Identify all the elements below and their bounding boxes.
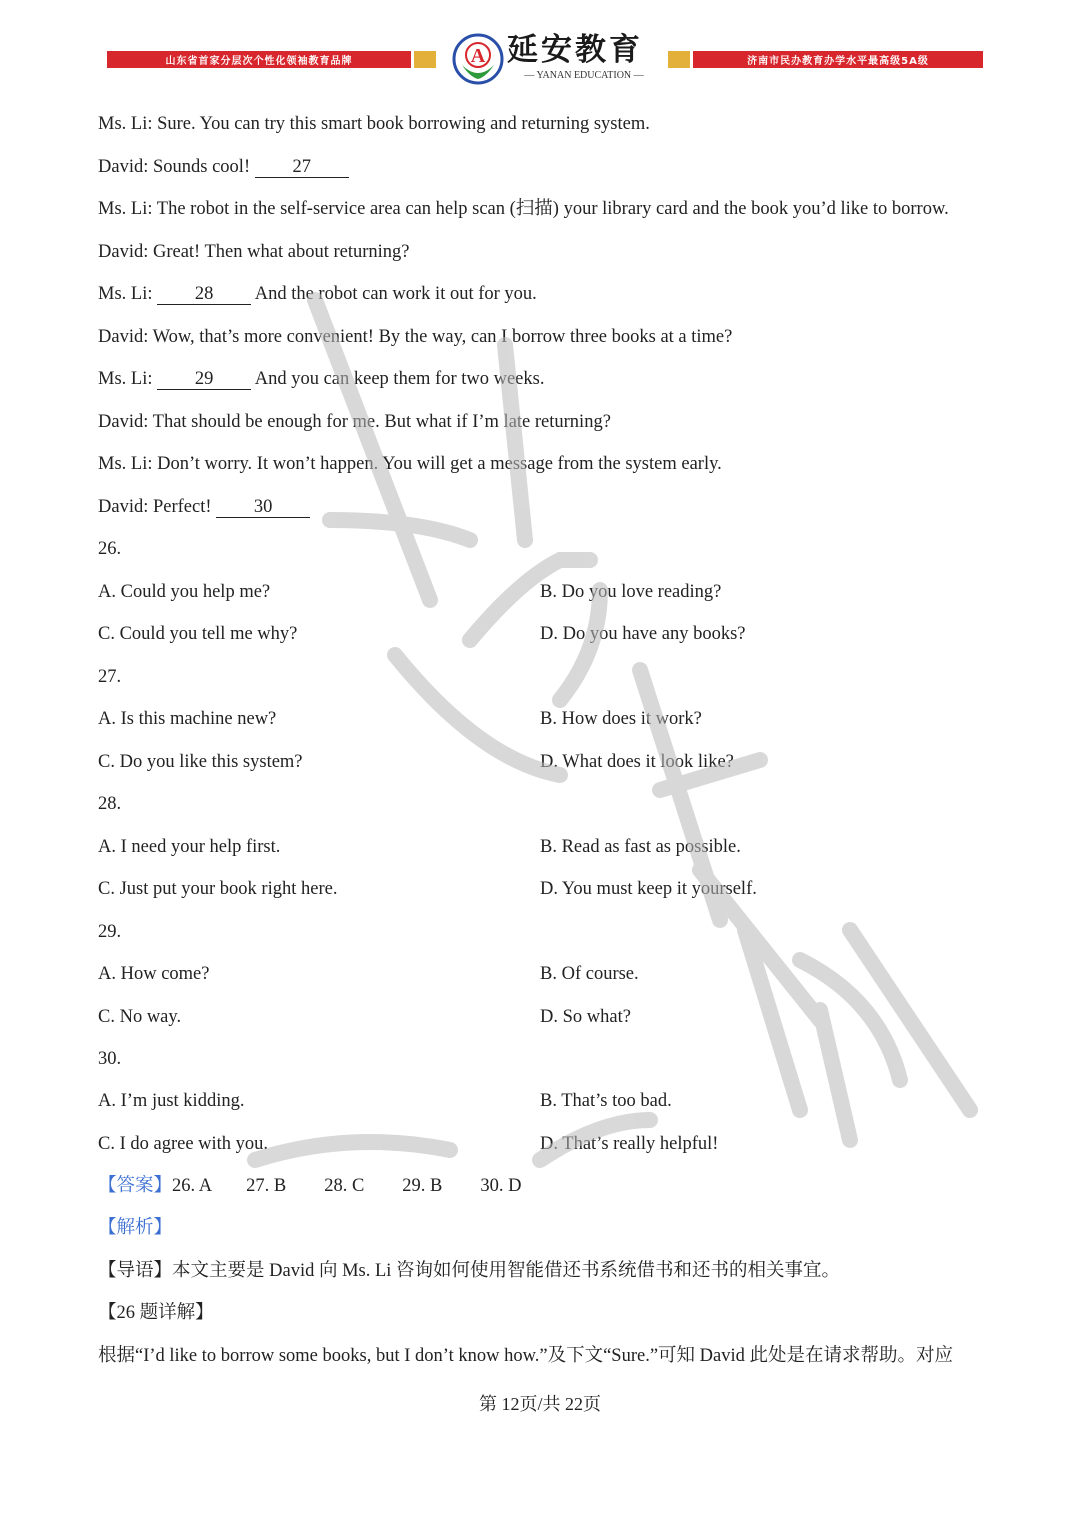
dialogue-line: Ms. Li: Don’t worry. It won’t happen. You will get a message from the system early. (98, 454, 722, 474)
dialogue-text: And you can keep them for two weeks. (254, 369, 545, 389)
option-a: A. Is this machine new? (98, 709, 277, 729)
option-b: B. Of course. (540, 964, 639, 984)
analysis-intro: 【导语】本文主要是 David 向 Ms. Li 咨询如何使用智能借还书系统借书和还书的相关事宜。 (98, 1261, 841, 1281)
answer-line (98, 1174, 522, 1198)
answer-item: 28. C (324, 1176, 365, 1196)
dialogue-line: Ms. Li: Sure. You can try this smart book borrowing and returning system. (98, 114, 650, 134)
option-a: A. I need your help first. (98, 837, 281, 857)
question-number: 28. (98, 794, 122, 814)
dialogue-line (98, 495, 310, 519)
analysis-q26-text: 根据“I’d like to borrow some books, but I don’t know how.”及下文“Sure.”可知 David 此处是在请求帮助。对应 (98, 1346, 954, 1366)
dialogue-speaker-text: Ms. Li: (98, 284, 153, 304)
question-number: 30. (98, 1049, 122, 1069)
option-b: B. How does it work? (540, 709, 702, 729)
dialogue-line (98, 282, 537, 306)
option-c: C. I do agree with you. (98, 1134, 269, 1154)
option-d: D. What does it look like? (540, 752, 734, 772)
blank-30: 30 (216, 497, 310, 518)
option-a: A. Could you help me? (98, 582, 271, 602)
dialogue-speaker-text: David: Sounds cool! (98, 157, 251, 177)
option-d: D. That’s really helpful! (540, 1134, 719, 1154)
page-header (0, 0, 1080, 100)
question-number: 29. (98, 922, 122, 942)
blank-28: 28 (157, 284, 251, 305)
dialogue-speaker-text: Ms. Li: (98, 369, 153, 389)
dialogue-text: And the robot can work it out for you. (254, 284, 537, 304)
option-c: C. No way. (98, 1007, 182, 1027)
question-number: 27. (98, 667, 122, 687)
logo-text: 延安教育 (507, 32, 643, 68)
option-c: C. Just put your book right here. (98, 879, 338, 899)
answer-item: 26. A (172, 1176, 213, 1196)
dialogue-line (98, 367, 544, 391)
page-number: 第 12页/共 22页 (478, 1394, 601, 1414)
option-d: D. So what? (540, 1007, 631, 1027)
logo-icon (452, 33, 504, 85)
option-d: D. Do you have any books? (540, 624, 746, 644)
blank-27: 27 (255, 157, 349, 178)
option-b: B. Do you love reading? (540, 582, 722, 602)
option-c: C. Do you like this system? (98, 752, 303, 772)
answer-item: 27. B (246, 1176, 287, 1196)
dialogue-line: David: Great! Then what about returning? (98, 242, 410, 262)
option-d: D. You must keep it yourself. (540, 879, 757, 899)
analysis-q26-title: 【26 题详解】 (98, 1303, 214, 1323)
answer-tag: 【答案】 (98, 1176, 173, 1196)
answer-item: 29. B (402, 1176, 443, 1196)
dialogue-line (98, 155, 349, 179)
answer-item: 30. D (480, 1176, 522, 1196)
header-right-band (693, 51, 983, 68)
header-left-band (107, 51, 411, 68)
header-right-gold-strip (668, 51, 690, 68)
dialogue-line: David: That should be enough for me. But what if I’m late returning? (98, 412, 611, 432)
dialogue-line: David: Wow, that’s more convenient! By the way, can I borrow three books at a time? (98, 327, 733, 347)
option-b: B. That’s too bad. (540, 1091, 672, 1111)
option-c: C. Could you tell me why? (98, 624, 298, 644)
logo-subtitle: — YANAN EDUCATION — (524, 70, 644, 81)
dialogue-line: Ms. Li: The robot in the self-service area can help scan (扫描) your library card and the book you’d like to borrow. (98, 199, 949, 219)
option-b: B. Read as fast as possible. (540, 837, 741, 857)
question-number: 26. (98, 539, 122, 559)
header-left-slogan: 山东省首家分层次个性化领袖教育品牌 (165, 56, 353, 67)
blank-29: 29 (157, 369, 251, 390)
analysis-tag: 【解析】 (98, 1218, 173, 1238)
header-right-slogan: 济南市民办教育办学水平最高级5A级 (747, 56, 929, 67)
dialogue-speaker-text: David: Perfect! (98, 497, 212, 517)
logo-letter: A (470, 45, 486, 67)
option-a: A. I’m just kidding. (98, 1091, 245, 1111)
header-left-gold-strip (414, 51, 436, 68)
option-a: A. How come? (98, 964, 210, 984)
